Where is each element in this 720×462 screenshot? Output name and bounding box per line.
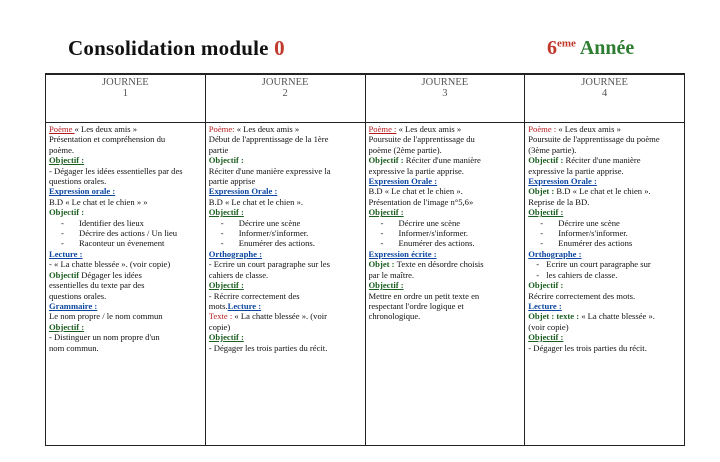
text-segment: partie xyxy=(208,144,229,155)
text-segment: - Ecrire un court paragraphe sur les xyxy=(208,259,330,270)
bullet-list xyxy=(209,218,362,249)
text-line xyxy=(209,145,362,155)
day-header-1 xyxy=(46,74,206,123)
text-segment: Lecture : xyxy=(528,300,562,311)
text-line xyxy=(49,186,202,196)
text-segment: B.D « Le chat et le chien ». xyxy=(368,186,463,197)
text-segment: Texte : xyxy=(208,311,235,322)
module-title-text: Consolidation module xyxy=(68,36,269,60)
text-segment: - Dégager les trois parties du récit. xyxy=(208,342,328,353)
text-line xyxy=(528,291,681,301)
text-segment: Poème : xyxy=(528,124,559,134)
text-line xyxy=(209,134,362,144)
text-line xyxy=(369,207,522,217)
text-line xyxy=(528,145,681,155)
text-segment: cahiers de classe. xyxy=(208,269,269,280)
day-label: JOURNEE xyxy=(581,77,628,88)
text-line xyxy=(369,186,522,196)
bullet-list xyxy=(369,218,522,249)
text-segment: Réciter d'une manière expressive la xyxy=(208,165,331,176)
text-segment: « Les deux amis » xyxy=(396,124,462,134)
text-line xyxy=(49,197,202,207)
text-segment: Orthographe : xyxy=(528,248,582,259)
text-line xyxy=(49,301,202,311)
day-label: JOURNEE xyxy=(102,77,149,88)
text-segment: expressive la partie apprise. xyxy=(368,165,464,176)
text-line xyxy=(528,311,681,321)
day-content-body xyxy=(209,124,362,444)
list-item: - Enumérer des actions. xyxy=(239,238,362,248)
table-content-row xyxy=(46,123,685,446)
day-number: 4 xyxy=(602,88,608,99)
text-line xyxy=(49,145,202,155)
text-segment: B.D « Le chat et le chien ». xyxy=(556,186,651,197)
text-segment: Réciter d'une manière xyxy=(565,155,641,166)
text-line xyxy=(528,134,681,144)
text-segment: Objectif : xyxy=(368,280,404,291)
day-number: 3 xyxy=(442,88,448,99)
text-segment: - Dégager les trois parties du récit. xyxy=(528,342,647,353)
text-line xyxy=(49,124,202,134)
text-segment: Objectif : xyxy=(208,280,244,291)
list-item: - Enumérer des actions. xyxy=(399,238,522,248)
text-segment: Expression écrite : xyxy=(368,248,437,259)
text-line xyxy=(49,166,202,176)
text-segment: Lecture : xyxy=(49,248,83,259)
text-line xyxy=(49,176,202,186)
day-content-body xyxy=(49,124,202,444)
text-segment: Objectif : xyxy=(49,155,85,166)
day-number: 2 xyxy=(282,88,288,99)
bullet-list xyxy=(528,259,681,280)
text-segment: Reprise de la BD. xyxy=(528,196,590,207)
text-segment: - Dégager les idées essentielles par des xyxy=(49,165,183,176)
text-line xyxy=(369,270,522,280)
table-header-row xyxy=(46,74,685,123)
text-segment: Le nom propre / le nom commun xyxy=(49,311,163,322)
text-segment: « Les deux amis » xyxy=(74,124,138,134)
module-title xyxy=(68,36,285,61)
list-item: - les cahiers de classe. xyxy=(546,270,681,280)
text-segment: Objectif : xyxy=(368,207,404,218)
text-segment: (voir copie) xyxy=(528,321,569,332)
text-line xyxy=(369,291,522,301)
text-line xyxy=(369,145,522,155)
text-segment: Présentation de l'image n°5,6» xyxy=(368,196,474,207)
text-segment: Poème xyxy=(49,124,75,134)
text-line xyxy=(209,301,362,311)
list-item: - Enumérer des actions xyxy=(558,238,681,248)
text-segment: (3ème partie). xyxy=(528,144,577,155)
text-segment: par le maître. xyxy=(368,269,415,280)
text-segment: copie) xyxy=(208,321,231,332)
list-item: - Décrire une scène xyxy=(399,218,522,228)
text-segment: « Les deux amis » xyxy=(558,124,621,134)
text-line xyxy=(209,249,362,259)
text-line xyxy=(369,259,522,269)
text-line xyxy=(528,207,681,217)
text-line xyxy=(369,124,522,134)
text-line xyxy=(49,291,202,301)
text-line xyxy=(49,311,202,321)
text-segment: Expression Orale : xyxy=(528,176,597,187)
text-segment: Expression Orale : xyxy=(208,186,278,197)
text-segment: Poème : xyxy=(368,124,397,134)
text-line xyxy=(209,166,362,176)
text-line xyxy=(528,176,681,186)
text-line xyxy=(209,259,362,269)
text-line xyxy=(49,280,202,290)
day-content-3 xyxy=(365,123,525,446)
list-item: - Décrire une scène xyxy=(558,218,681,228)
list-item: - Identifier des lieux xyxy=(79,218,202,228)
text-segment: B.D « Le chat et le chien » » xyxy=(49,196,148,207)
text-segment: Objectif : xyxy=(49,207,85,218)
grade-word: Année xyxy=(579,37,635,59)
text-line xyxy=(369,155,522,165)
list-item: - Ecrire un court paragraphe sur xyxy=(546,259,681,269)
text-segment: « La chatte blessée ». (voir xyxy=(234,311,327,322)
list-item: - Décrire des actions / Un lieu xyxy=(79,228,202,238)
list-item: - Informer/s'informer. xyxy=(399,228,522,238)
text-segment: - Récrire correctement des xyxy=(208,290,300,301)
text-line xyxy=(528,322,681,332)
day-label: JOURNEE xyxy=(261,77,309,88)
text-line xyxy=(209,176,362,186)
text-line xyxy=(369,280,522,290)
text-line xyxy=(209,155,362,165)
text-segment: Poème: xyxy=(208,124,237,134)
bullet-list xyxy=(49,218,202,249)
text-line xyxy=(528,124,681,134)
day-content-body xyxy=(369,124,522,444)
day-label: JOURNEE xyxy=(421,77,469,88)
text-segment: partie apprise xyxy=(208,176,256,187)
text-line xyxy=(528,155,681,165)
text-segment: Texte en désordre choisis xyxy=(396,259,484,270)
text-line xyxy=(369,134,522,144)
text-line xyxy=(49,134,202,144)
text-segment: respectant l'ordre logique et xyxy=(368,300,464,311)
text-segment: Objectif : xyxy=(208,155,244,166)
list-item: - Décrire une scène xyxy=(239,218,362,228)
text-line xyxy=(209,186,362,196)
text-line xyxy=(528,186,681,196)
text-segment: Poursuite de l'apprentissage du xyxy=(368,134,475,145)
text-segment: - Distinguer un nom propre d'un xyxy=(49,332,160,343)
text-segment: Objet : xyxy=(528,186,557,197)
text-segment: Objet : xyxy=(368,259,397,270)
text-line xyxy=(49,270,202,280)
text-line xyxy=(49,249,202,259)
text-segment: chronologique. xyxy=(368,311,421,322)
text-segment: expressive la partie apprise. xyxy=(528,165,624,176)
text-segment: « Les deux amis » xyxy=(236,124,300,134)
text-segment: Début de l'apprentissage de la 1ère xyxy=(208,134,329,145)
list-item: - Raconteur un évenement xyxy=(79,238,202,248)
text-line xyxy=(209,197,362,207)
text-line xyxy=(528,249,681,259)
list-item: - Informer/s'informer. xyxy=(239,228,362,238)
text-line xyxy=(369,311,522,321)
text-segment: B.D « Le chat et le chien ». xyxy=(208,196,304,207)
text-line xyxy=(209,343,362,353)
text-segment: Expression orale : xyxy=(49,186,116,197)
text-line xyxy=(528,301,681,311)
text-segment: Objectif : xyxy=(49,321,85,332)
text-segment: Expression Orale : xyxy=(368,176,438,187)
text-line xyxy=(209,291,362,301)
text-segment: Objectif : xyxy=(528,332,564,343)
day-content-2 xyxy=(205,123,365,446)
text-line xyxy=(209,322,362,332)
list-item: - Informer/s'informer. xyxy=(558,228,681,238)
text-line xyxy=(49,155,202,165)
text-line xyxy=(49,343,202,353)
text-segment: Lecture : xyxy=(227,300,262,311)
text-line xyxy=(528,166,681,176)
text-line xyxy=(369,249,522,259)
text-segment: Présentation et compréhension du xyxy=(49,134,166,145)
text-segment: Objectif : xyxy=(208,332,244,343)
text-line xyxy=(528,197,681,207)
text-line xyxy=(369,176,522,186)
text-segment: « La chatte blessée ». xyxy=(581,311,655,322)
text-segment: Grammaire : xyxy=(49,300,98,311)
text-line xyxy=(209,270,362,280)
text-segment: - « La chatte blessée ». (voir copie) xyxy=(49,259,171,270)
text-segment: Objectif : xyxy=(528,280,564,291)
text-line xyxy=(49,207,202,217)
text-line xyxy=(49,332,202,342)
text-segment: Réciter d'une manière xyxy=(405,155,481,166)
day-header-2 xyxy=(205,74,365,123)
text-line xyxy=(209,207,362,217)
text-line xyxy=(49,322,202,332)
text-segment: poème. xyxy=(49,144,75,155)
text-line xyxy=(209,124,362,134)
text-line xyxy=(528,280,681,290)
text-segment: mots. xyxy=(208,300,228,311)
text-line xyxy=(49,259,202,269)
text-segment: Mettre en ordre un petit texte en xyxy=(368,290,480,301)
day-content-body xyxy=(528,124,681,444)
text-line xyxy=(209,332,362,342)
text-segment: Poursuite de l'apprentissage du poème xyxy=(528,134,660,145)
module-number: 0 xyxy=(274,36,285,60)
text-line xyxy=(369,301,522,311)
text-line xyxy=(369,197,522,207)
text-line xyxy=(209,280,362,290)
text-line xyxy=(369,166,522,176)
day-content-4 xyxy=(525,123,685,446)
day-header-4 xyxy=(525,74,685,123)
day-number: 1 xyxy=(122,88,128,99)
day-content-1 xyxy=(46,123,206,446)
text-segment: questions orales. xyxy=(49,176,107,187)
text-segment: questions orales. xyxy=(49,290,107,301)
grade-number: 6 xyxy=(547,37,557,59)
planning-table xyxy=(45,73,685,446)
text-segment: poème (2ème partie). xyxy=(368,144,442,155)
grade-title xyxy=(547,37,634,60)
text-segment: nom commun. xyxy=(49,342,99,353)
text-line xyxy=(528,343,681,353)
bullet-list xyxy=(528,218,681,249)
text-segment: Objectif : xyxy=(528,155,566,166)
grade-superscript: eme xyxy=(557,37,576,50)
text-segment: Récrire correctement des mots. xyxy=(528,290,636,301)
text-segment: Orthographe : xyxy=(208,248,262,259)
text-segment: Dégager les idées xyxy=(81,269,142,280)
text-segment: Objectif : xyxy=(368,155,406,166)
day-header-3 xyxy=(365,74,525,123)
text-segment: Objet : texte : xyxy=(528,311,582,322)
text-line xyxy=(209,311,362,321)
text-line xyxy=(528,332,681,342)
text-segment: Objectif : xyxy=(208,207,244,218)
text-segment: Objectif : xyxy=(528,207,564,218)
text-segment: essentielles du texte par des xyxy=(49,280,145,291)
text-segment: Objectif xyxy=(49,269,82,280)
